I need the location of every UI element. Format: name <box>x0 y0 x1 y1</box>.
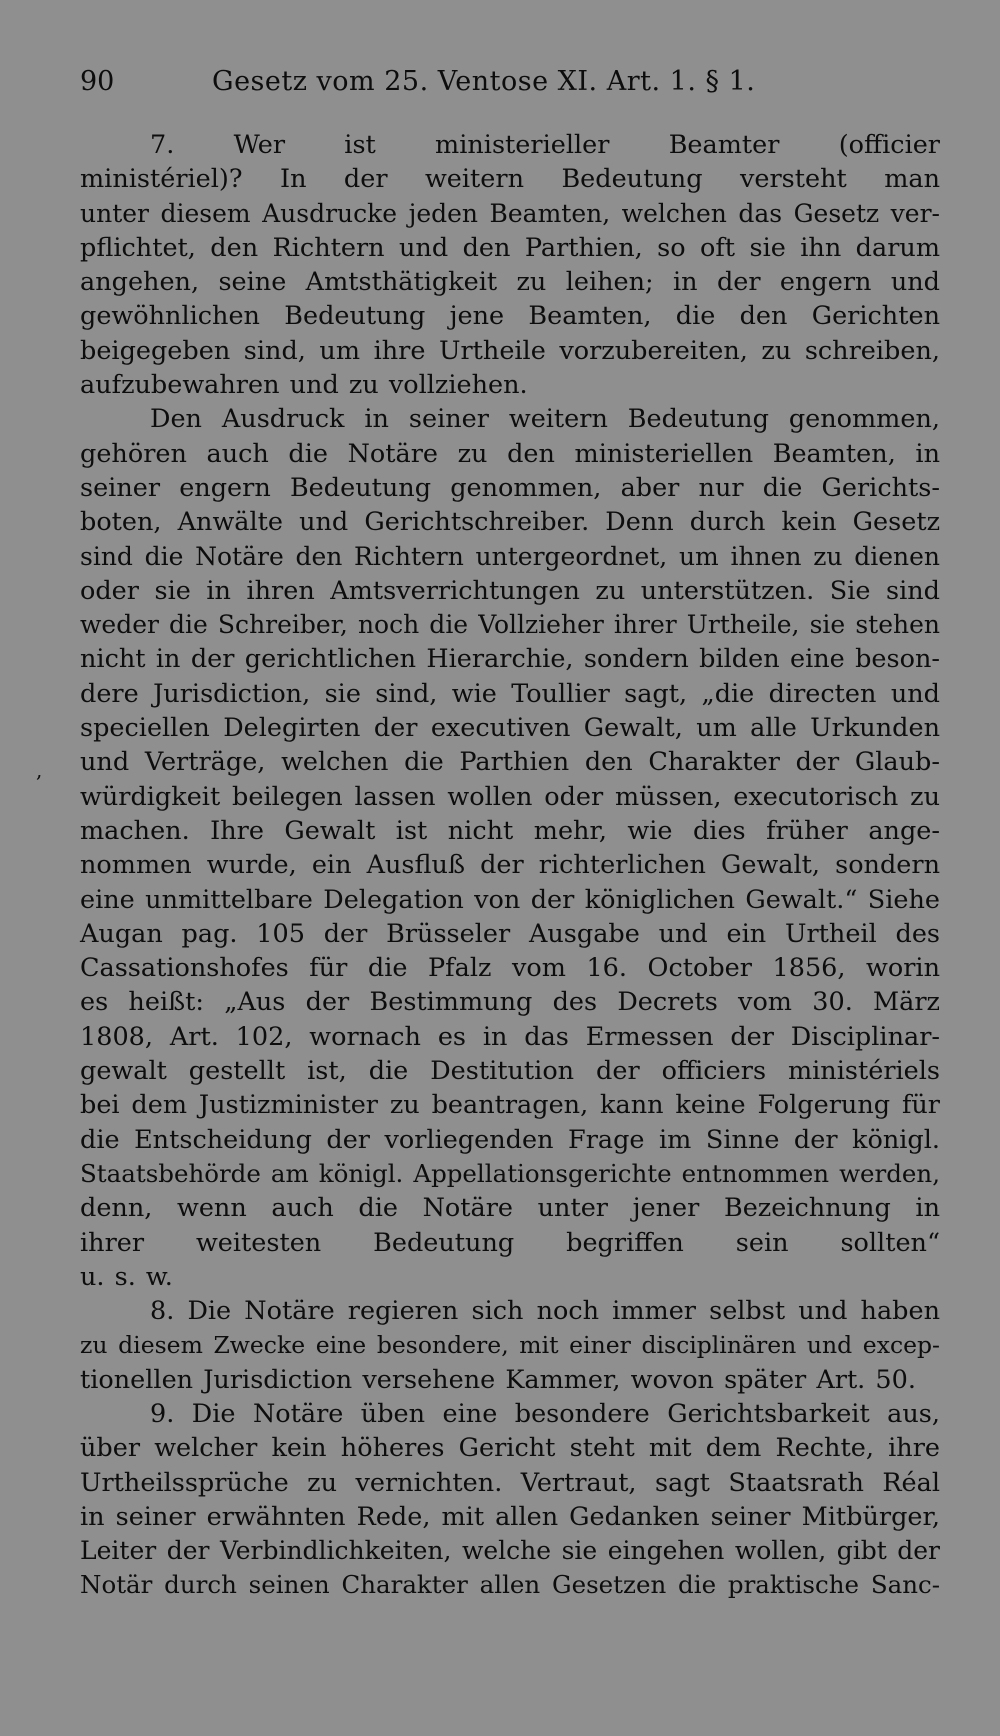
text-line: 8. Die Notäre regieren sich noch immer selbst und haben <box>150 1296 940 1327</box>
text-line: 9. Die Notäre üben eine besondere Gerichtsbarkeit aus, <box>150 1398 940 1429</box>
text-line: machen. Ihre Gewalt ist nicht mehr, wie dies früher ange- <box>80 815 940 846</box>
text-line: 1808, Art. 102, wornach es in das Ermessen der Disciplinar- <box>80 1021 940 1052</box>
text-line: nommen wurde, ein Ausfluß der richterlichen Gewalt, sondern <box>80 850 940 881</box>
text-line: eine unmittelbare Delegation von der königlichen Gewalt.“ Siehe <box>80 884 940 915</box>
text-line: zu diesem Zwecke eine besondere, mit einer disciplinären und excep- <box>80 1331 940 1360</box>
text-line: Staatsbehörde am königl. Appellationsgerichte entnommen werden, <box>80 1158 940 1188</box>
running-head-title: Gesetz vom 25. Ventose XI. Art. 1. § 1. <box>212 66 756 97</box>
text-line: tionellen Jurisdiction versehene Kammer, wovon später Art. 50. <box>80 1364 916 1395</box>
body-text <box>80 128 940 1603</box>
text-line: speciellen Delegirten der executiven Gewalt, um alle Urkunden <box>80 713 940 744</box>
text-line: Urtheilssprüche zu vernichten. Vertraut, sagt Staatsrath Réal <box>80 1467 940 1498</box>
text-line: denn, wenn auch die Notäre unter jener Bezeichnung in <box>80 1193 940 1224</box>
text-line: gewalt gestellt ist, die Destitution der officiers ministériels <box>80 1056 940 1087</box>
text-line: aufzubewahren und zu vollziehen. <box>80 370 528 401</box>
text-line: dere Jurisdiction, sie sind, wie Toullier sagt, „die directen und <box>80 678 940 709</box>
text-line: boten, Anwälte und Gerichtschreiber. Denn durch kein Gesetz <box>80 507 940 538</box>
text-line: Notär durch seinen Charakter allen Gesetzen die praktische Sanc- <box>80 1570 940 1600</box>
text-line: Den Ausdruck in seiner weitern Bedeutung genommen, <box>150 404 940 435</box>
margin-mark: , <box>36 758 43 782</box>
text-line: pflichtet, den Richtern und den Parthien, so oft sie ihn darum <box>80 232 940 263</box>
text-line: seiner engern Bedeutung genommen, aber nur die Gerichts- <box>80 472 940 503</box>
text-line: 7. Wer ist ministerieller Beamter (officier <box>150 130 940 160</box>
text-line: angehen, seine Amtsthätigkeit zu leihen; in der engern und <box>80 267 940 298</box>
text-line: oder sie in ihren Amtsverrichtungen zu unterstützen. Sie sind <box>80 575 940 606</box>
text-line: u. s. w. <box>80 1261 173 1292</box>
text-line: nicht in der gerichtlichen Hierarchie, sondern bilden eine beson- <box>80 644 940 675</box>
text-line: sind die Notäre den Richtern untergeordnet, um ihnen zu dienen <box>80 541 940 571</box>
text-line: Cassationshofes für die Pfalz vom 16. October 1856, worin <box>80 953 940 984</box>
text-line: es heißt: „Aus der Bestimmung des Decrets vom 30. März <box>80 987 940 1018</box>
text-line: ministériel)? In der weitern Bedeutung versteht man <box>80 164 940 195</box>
text-line: in seiner erwähnten Rede, mit allen Gedanken seiner Mitbürger, <box>80 1501 940 1532</box>
text-line: gewöhnlichen Bedeutung jene Beamten, die den Gerichten <box>80 301 940 332</box>
text-line: Augan pag. 105 der Brüsseler Ausgabe und ein Urtheil des <box>80 918 940 949</box>
text-line: die Entscheidung der vorliegenden Frage im Sinne der königl. <box>80 1124 940 1155</box>
text-line: beigegeben sind, um ihre Urtheile vorzubereiten, zu schreiben, <box>80 335 940 366</box>
text-line: gehören auch die Notäre zu den ministeriellen Beamten, in <box>80 438 940 469</box>
text-line: bei dem Justizminister zu beantragen, kann keine Folgerung für <box>80 1090 940 1121</box>
text-line: über welcher kein höheres Gericht steht mit dem Rechte, ihre <box>80 1433 940 1464</box>
text-line: würdigkeit beilegen lassen wollen oder müssen, executorisch zu <box>80 781 940 812</box>
page-number: 90 <box>80 66 115 97</box>
text-line: Leiter der Verbindlichkeiten, welche sie eingehen wollen, gibt der <box>80 1536 940 1566</box>
text-line: ihrer weitesten Bedeutung begriffen sein sollten“ <box>80 1227 940 1258</box>
text-line: unter diesem Ausdrucke jeden Beamten, welchen das Gesetz ver- <box>80 198 940 228</box>
text-line: und Verträge, welchen die Parthien den Charakter der Glaub- <box>80 747 940 778</box>
text-line: weder die Schreiber, noch die Vollzieher ihrer Urtheile, sie stehen <box>80 610 940 640</box>
running-head <box>80 62 920 102</box>
